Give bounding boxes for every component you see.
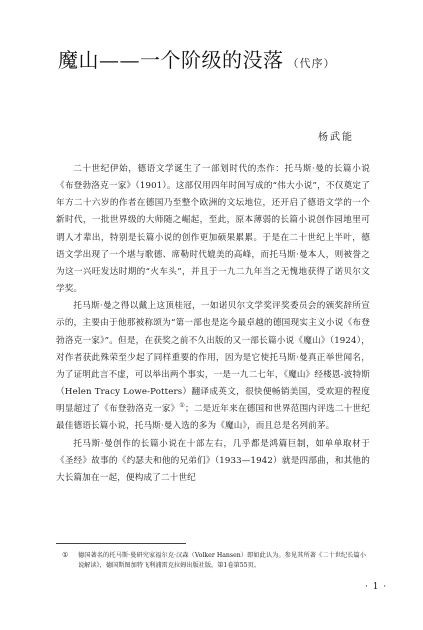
body-text <box>56 161 370 487</box>
page-number: · 1 · <box>365 582 388 592</box>
footnote <box>62 551 366 571</box>
footnote-text: 德国著名的托马斯·曼研究家福尔克·汉森（Volker Hansen）即如此认为。参见其所著《二十世纪长篇小说解读》，德国斯图加特飞利浦雷克拉姆出版社版，第1卷第55页。 <box>78 552 366 569</box>
paragraph-2-continuation: ；二是近年来在德国和世界范围内评选二十世纪最佳德语长篇小说，托马斯·曼入选的多为《魔山》，而且总是名列前茅。 <box>56 404 371 432</box>
chapter-subtitle: （代序） <box>287 57 336 70</box>
chapter-heading <box>58 44 336 73</box>
footnote-mark: ① <box>62 551 69 559</box>
chapter-title: 魔山——一个阶级的没落 <box>58 48 284 72</box>
footnote-divider <box>56 543 186 544</box>
author-name: 杨武能 <box>318 132 354 143</box>
paragraph-3: 托马斯·曼创作的长篇小说在十部左右，几乎都是鸿篇巨制，如单单取材于《圣经》故事的《约瑟夫和他的兄弟们》（1933—1942）就是四部曲，和其他的大长篇加在一起，便构成了二十世纪 <box>56 438 370 483</box>
paragraph-1: 二十世纪伊始，德语文学诞生了一部划时代的杰作：托马斯·曼的长篇小说《布登勃洛克一家》（1901）。这部仅用四年时间写成的“伟大小说”，不仅奠定了年方二十六岁的作者在德国乃至整个欧洲的文坛地位，还开启了德语文学的一个新时代，一批世界级的大师随之崛起，至此，原本薄弱的长篇小说创作园地里可谓人才辈出，特别是长篇小说的创作更加硕果累累。于是在二十世纪上半叶，德语文学出现了一个堪与歌德、席勒时代媲美的高峰，而托马斯·曼本人，则被誉之为这一兴旺发达时期的“火车头”，并且于一九二九年当之无愧地获得了诺贝尔文学奖。 <box>56 164 370 295</box>
paragraph-2 <box>56 298 370 435</box>
footnote-reference[interactable]: ① <box>179 402 185 410</box>
paragraph-2-text: 托马斯·曼之得以戴上这顶桂冠，一如诺贝尔文学奖评奖委员会的颁奖辞所宣示的，主要由于他那被称颂为“第一部也是迄今最卓越的德国现实主义小说《布登勃洛克一家》”。但是，在获奖之前不久出版的又一部长篇小说《魔山》（1924），对作者获此殊荣至少起了同样重要的作用，因为是它使托马斯·曼真正举世闻名，为了证明此言不虚，可以举出两个事实，一是一九二七年，《魔山》经楼恩-波特斯（Helen Tracy Lowe-Potters）翻译成英文，很快便畅销美国，受欢迎的程度明显超过了《布登勃洛克一家》 <box>56 301 370 415</box>
